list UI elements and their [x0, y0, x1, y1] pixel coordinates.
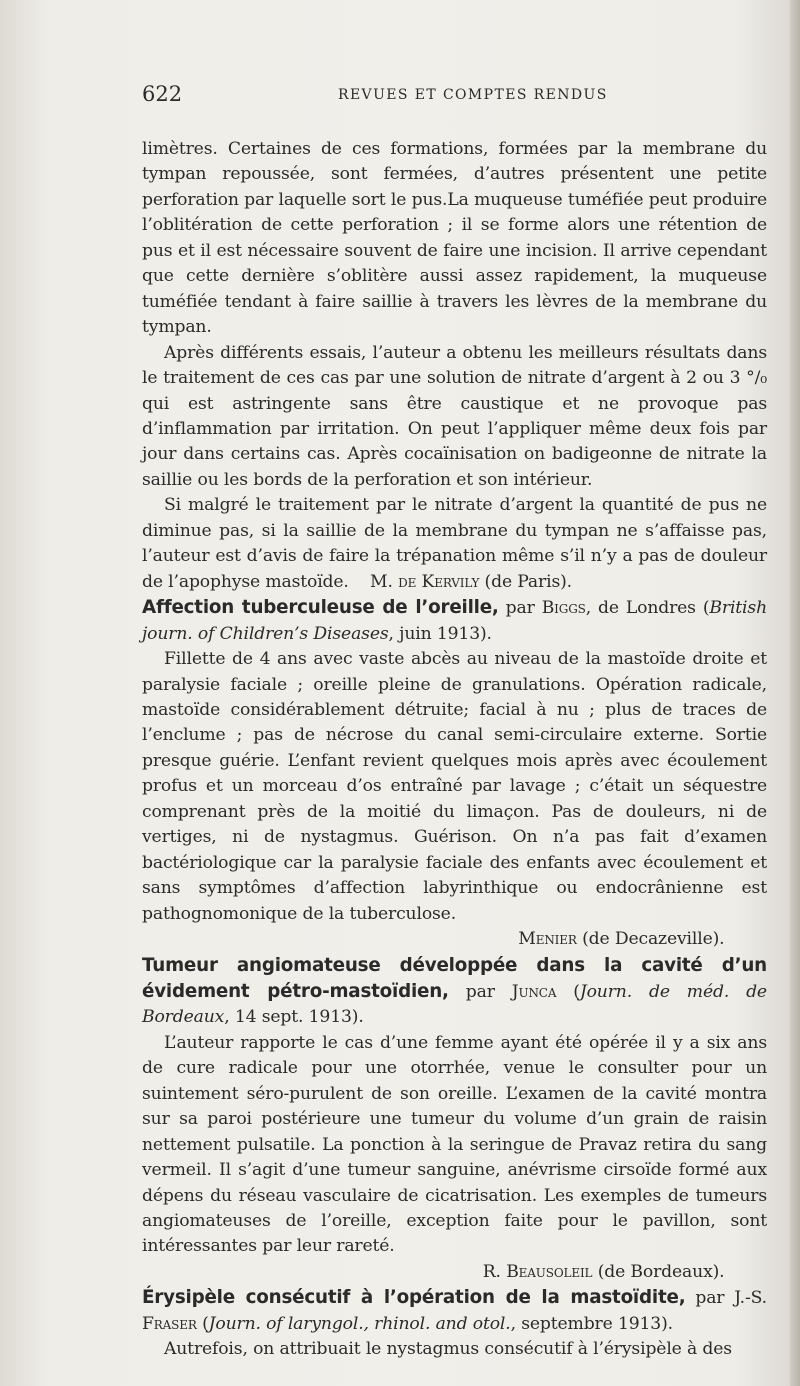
- byline: [142, 1260, 767, 1285]
- byline-place: (de Bordeaux).: [597, 1261, 725, 1282]
- article-journal: British journ. of Children’s Diseases: [142, 598, 767, 644]
- article-heading: [142, 953, 767, 1031]
- article-par: par: [695, 1288, 725, 1309]
- paragraph: limètres. Certaines de ces formations, formées par la membrane du tympan repoussée, sont fermées, d’autres présentent une petite perforation par laquelle sort le pus.La muqueuse tuméfiée peut produire l’oblitération de cette perforation ; il se forme alors une rétention de pus et il est nécessaire souvent de faire une incision. Il arrive cependant que cette dernière s’oblitère aussi assez rapidement, la muqueuse tuméfiée tendant à faire saillie à travers les lèvres de la membrane du tympan.: [142, 139, 767, 338]
- article-author: Junca: [511, 981, 557, 1002]
- article-par: par: [465, 981, 495, 1002]
- article-place: , de Londres (: [585, 598, 710, 619]
- article-title: Tumeur angiomateuse développée dans la cavité d’un évidement pétro-mastoïdien,: [142, 954, 767, 1002]
- page-number: 622: [142, 82, 183, 106]
- byline-prefix: R.: [482, 1261, 501, 1282]
- byline-author: Menier: [518, 929, 577, 950]
- article-title: Affection tuberculeuse de l’oreille,: [142, 597, 499, 619]
- paragraph: Après différents essais, l’auteur a obtenu les meilleurs résultats dans le traitement de ces cas par une solution de nitrate d’argent à 2 ou 3 °/₀ qui est astringente sans être caustique et ne provoque pas d’inflammation par irritation. On peut l’appliquer même deux fois par jour dans certains cas. Après cocaïnisation on badigeonne de nitrate la saillie ou les bords de la perforation et son intérieur.: [142, 342, 767, 490]
- article-open: (: [573, 981, 580, 1002]
- paragraph-text: Si malgré le traitement par le nitrate d’argent la quantité de pus ne diminue pas, si la saillie de la membrane du tympan ne s’affaisse pas, l’auteur est d’avis de faire la trépanation même s’il n’y a pas de douleur de l’apophyse mastoïde.: [142, 495, 767, 592]
- article-author: Fraser: [142, 1313, 197, 1334]
- article-title: Érysipèle consécutif à l’opération de la mastoïdite,: [142, 1287, 686, 1309]
- article-author-prefix: J.-S.: [734, 1288, 767, 1309]
- article-journal: Journ. of laryngol., rhinol. and otol.: [208, 1313, 511, 1334]
- byline-place: (de Decazeville).: [582, 929, 725, 950]
- paragraph: Fillette de 4 ans avec vaste abcès au niveau de la mastoïde droite et paralysie faciale ; oreille pleine de granulations. Opération radicale, mastoïde considérablement détruite; facial à nu ; plus de traces de l’enclume ; pas de nécrose du canal semi-circulaire externe. Sortie presque guérie. L’enfant revient quelques mois après avec écoulement profus et un morceau d’os entraîné par lavage ; c’était un séquestre comprenant près de la moitié du limaçon. Pas de douleurs, ni de vertiges, ni de nystagmus. Guérison. On n’a pas fait d’examen bactériologique car la paralysie faciale des enfants avec écoulement et sans symptômes d’affection labyrinthique ou endocrânienne est pathognomonique de la tuberculose.: [142, 649, 767, 924]
- byline: [142, 927, 767, 952]
- article-date: , 14 sept. 1913).: [224, 1007, 364, 1028]
- article-par: par: [505, 598, 535, 619]
- paragraph: Autrefois, on attribuait le nystagmus consécutif à l’érysipèle à des: [164, 1339, 732, 1360]
- byline-place: (de Paris).: [484, 571, 572, 592]
- byline-prefix: M. de: [370, 571, 417, 592]
- byline: [354, 572, 572, 592]
- article-heading: [142, 1285, 767, 1337]
- paragraph: L’auteur rapporte le cas d’une femme ayant été opérée il y a six ans de cure radicale pour une otorrhée, venue le consulter pour un suintement séro-purulent de son oreille. L’examen de la cavité montra sur sa paroi postérieure une tumeur du volume d’un grain de raisin nettement pulsatile. La ponction à la seringue de Pravaz retira du sang vermeil. Il s’agit d’une tumeur sanguine, anévrisme cirsoïde formé aux dépens du réseau vasculaire de cicatrisation. Les exemples de tumeurs angiomateuses de l’oreille, exception faite pour le pavillon, sont intéressantes par leur rareté.: [142, 1032, 767, 1257]
- body-text: [142, 137, 767, 1363]
- article-heading: [142, 595, 767, 647]
- article-author: Biggs: [541, 598, 586, 619]
- paragraph: [142, 493, 767, 595]
- article-date: , septembre 1913).: [510, 1313, 673, 1334]
- byline-author: Kervily: [421, 571, 480, 592]
- page-edge-shadow: [790, 0, 800, 1386]
- running-title: REVUES ET COMPTES RENDUS: [338, 87, 608, 103]
- byline-author: Beausoleil: [506, 1261, 593, 1282]
- article-date: , juin 1913).: [388, 623, 492, 644]
- article-open: (: [202, 1313, 209, 1334]
- article-journal: Journ. de méd. de Bordeaux: [142, 981, 767, 1028]
- page-header: [142, 82, 772, 112]
